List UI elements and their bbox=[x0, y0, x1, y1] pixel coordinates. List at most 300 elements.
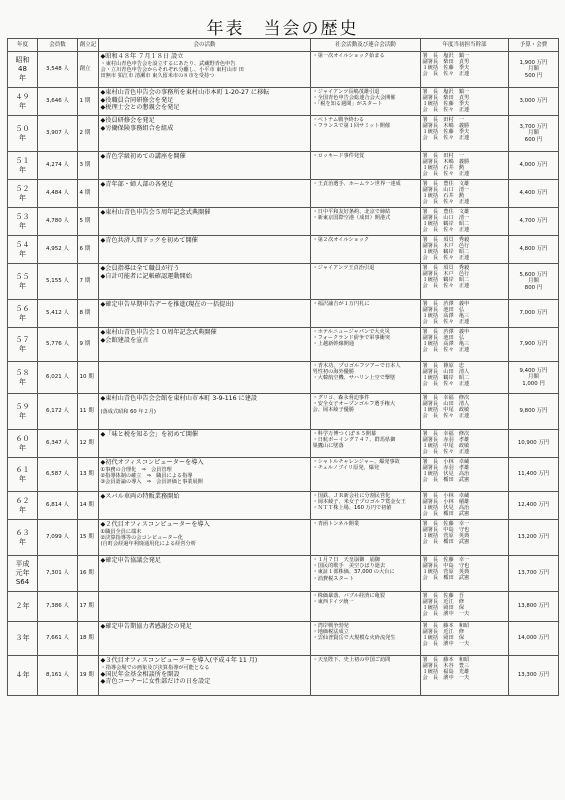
officer-line: 会 長 佐々 正連 bbox=[422, 199, 470, 206]
officer-line: １統括 佐藤 季夫 bbox=[422, 101, 470, 108]
officer-line: 会 長 楯田 武憲 bbox=[422, 575, 470, 582]
budget-line: 500 円 bbox=[524, 72, 543, 79]
social-cell bbox=[311, 362, 421, 394]
budget-line: 1,900 万円 bbox=[519, 59, 548, 66]
budget-line: 9,400 万円 bbox=[519, 367, 548, 374]
members-cell: 3,548 人 bbox=[38, 52, 78, 88]
officer-line: 副署長 池田 弘 bbox=[422, 335, 465, 342]
social-line: ・全国青色申告会総連合会大会開催 bbox=[312, 95, 396, 102]
budget-line: 5,600 万円 bbox=[519, 271, 548, 278]
officer-line: 副署長 近江 修 bbox=[422, 629, 465, 636]
budget-line: 月額 bbox=[528, 278, 539, 285]
year-cell: ２年 bbox=[8, 592, 38, 622]
activity-line: ◆東村山青色申告会１０周年記念式典開催 bbox=[100, 329, 217, 336]
officer-line: １統括 佐藤 季夫 bbox=[422, 65, 470, 72]
social-line: ・ロッキード事件発覚 bbox=[312, 153, 365, 159]
budget-cell bbox=[509, 458, 559, 492]
officer-line: １統括 高澤 亀三 bbox=[422, 341, 470, 348]
activities-cell bbox=[99, 236, 311, 264]
social-line: ・フォークランド紛争で軍事衝突 bbox=[312, 335, 391, 342]
session-cell: 9 期 bbox=[78, 328, 99, 362]
members-cell: 3,646 人 bbox=[38, 88, 78, 116]
officer-line: 副署長 柴田 貞男 bbox=[422, 59, 470, 66]
budget-line: 13,300 万円 bbox=[517, 672, 550, 679]
social-line: ・１月７日 天皇崩御 崩御 bbox=[312, 557, 380, 563]
social-line: ・日航ボーイング７４７、群馬県御 bbox=[312, 437, 396, 444]
activity-line: ・指導会場での画象及び決算指導が可能となる bbox=[100, 664, 210, 671]
officers-cell bbox=[421, 116, 509, 152]
activity-line: ・東村山青色申告会を設立するにあたり、武蔵野青色申告 bbox=[100, 60, 236, 67]
social-line: ・消費税スタート bbox=[312, 575, 355, 582]
activity-line: ◆スバル車両の特販業務開始 bbox=[100, 493, 180, 500]
budget-line: 10,900 万円 bbox=[517, 440, 550, 447]
budget-line: 4,000 万円 bbox=[519, 162, 548, 169]
officer-line: 会 長 佐々 正連 bbox=[422, 347, 470, 354]
table-row bbox=[8, 88, 559, 116]
social-line: ・ジャイアンツ王貞治引退 bbox=[312, 265, 375, 271]
budget-cell bbox=[509, 152, 559, 180]
year-cell: ５９ 年 bbox=[8, 394, 38, 430]
activity-line: ◆東村山青色申告会会館を東村山市本町 3-9-116 に建設 bbox=[100, 395, 258, 402]
social-line: ・安全女子オープンゴルフ選手権大 bbox=[312, 401, 396, 408]
social-line: ・東西ドイツ統一 bbox=[312, 599, 354, 606]
social-cell bbox=[311, 88, 421, 116]
officer-line: １統括 伏見 高治 bbox=[422, 505, 470, 512]
table-row bbox=[8, 492, 559, 520]
session-cell: 2 期 bbox=[78, 116, 99, 152]
officer-line: 会 長 佐々 正連 bbox=[422, 319, 470, 326]
year-cell: ５６ 年 bbox=[8, 300, 38, 328]
activities-cell bbox=[99, 622, 311, 656]
year-cell: 昭和 48 年 bbox=[8, 52, 38, 88]
officer-line: １統括 鶴岸 昭二 bbox=[422, 249, 470, 256]
officer-line: 会 長 佐々 正連 bbox=[422, 171, 470, 178]
year-cell: ６３ 年 bbox=[8, 520, 38, 556]
social-line: ・国鉄、ＪＲ新会社に分割民営化 bbox=[312, 493, 391, 499]
table-row bbox=[8, 592, 559, 622]
activity-line: ◆青色共済人間ドックを初めて開催 bbox=[100, 237, 198, 244]
members-cell: 4,780 人 bbox=[38, 208, 78, 236]
social-line: ・シャトルチャレンジャー、爆発事故 bbox=[312, 459, 400, 465]
session-cell: 19 期 bbox=[78, 656, 99, 696]
social-line: 巣鷹山に墜落 bbox=[312, 443, 344, 450]
members-cell: 6,172 人 bbox=[38, 394, 78, 430]
officer-line: 副署長 中島 守也 bbox=[422, 563, 470, 570]
social-line: ・新東京国際空港（成田）開港式 bbox=[312, 215, 391, 222]
social-line: 男性初の海外優勝 bbox=[312, 369, 355, 376]
session-cell: 11 期 bbox=[78, 394, 99, 430]
activity-line: (落成式昭和 60 年２月) bbox=[100, 408, 156, 415]
header-session: 創立記 bbox=[78, 39, 99, 52]
table-row bbox=[8, 394, 559, 430]
officer-line: 署 長 豊住 文雄 bbox=[422, 209, 470, 215]
social-cell bbox=[311, 264, 421, 300]
officers-cell bbox=[421, 458, 509, 492]
officer-line: １統括 石井 勲 bbox=[422, 165, 465, 172]
budget-line: 800 円 bbox=[524, 284, 543, 291]
officers-cell bbox=[421, 208, 509, 236]
session-cell: 12 期 bbox=[78, 430, 99, 458]
budget-line: 1,000 円 bbox=[522, 380, 545, 387]
social-line: ・東証１部株価、37,000 の大台に bbox=[312, 569, 395, 576]
officer-line: 副署長 木戸 邑行 bbox=[422, 243, 470, 250]
officer-line: １統括 中尾 政敏 bbox=[422, 407, 470, 414]
officer-line: 会 長 佐々 正連 bbox=[422, 71, 470, 78]
members-cell: 5,412 人 bbox=[38, 300, 78, 328]
officers-cell bbox=[421, 622, 509, 656]
social-cell bbox=[311, 208, 421, 236]
social-line: ・科学万博つくば'８５開幕 bbox=[312, 431, 377, 437]
members-cell: 7,099 人 bbox=[38, 520, 78, 556]
social-cell bbox=[311, 116, 421, 152]
members-cell: 4,274 人 bbox=[38, 152, 78, 180]
officer-line: １統括 中尾 政敏 bbox=[422, 443, 470, 450]
officers-cell bbox=[421, 520, 509, 556]
social-cell bbox=[311, 458, 421, 492]
social-line: ・ジャイアンツ長嶋茂雄引退 bbox=[312, 89, 380, 95]
members-cell: 5,776 人 bbox=[38, 328, 78, 362]
header-budget: 予算・会費 bbox=[509, 39, 559, 52]
session-cell: 5 期 bbox=[78, 208, 99, 236]
budget-line: 7,000 万円 bbox=[519, 310, 548, 317]
budget-cell bbox=[509, 88, 559, 116]
officer-line: 副署長 小林 稲雄 bbox=[422, 499, 470, 506]
activities-cell bbox=[99, 116, 311, 152]
budget-cell bbox=[509, 492, 559, 520]
officers-cell bbox=[421, 236, 509, 264]
members-cell: 6,587 人 bbox=[38, 458, 78, 492]
activity-line: ③会員語論の導入 ⇒ 会員評価と事業展開 bbox=[100, 478, 203, 485]
budget-line: 13,200 万円 bbox=[517, 534, 550, 541]
budget-line: 11,400 万円 bbox=[517, 471, 550, 478]
budget-line: 3,700 万円 bbox=[519, 123, 548, 130]
social-line: ・ホテルニュージャパンで大火災 bbox=[312, 329, 390, 335]
members-cell: 4,952 人 bbox=[38, 236, 78, 264]
officer-line: 副署長 木嶋 義勝 bbox=[422, 159, 470, 166]
activity-line: ①職員全員に端末 bbox=[100, 528, 142, 535]
social-line: ・第２次オイルショック bbox=[312, 237, 370, 243]
social-line: ・青木功、プロゴルフツアーで日本人 bbox=[312, 363, 401, 369]
year-cell: ４９ 年 bbox=[8, 88, 38, 116]
social-line: ・福沢諭吉が１万円札に bbox=[312, 301, 370, 307]
header-row bbox=[8, 39, 559, 52]
session-cell: 3 期 bbox=[78, 152, 99, 180]
year-cell: ５８ 年 bbox=[8, 362, 38, 394]
officer-line: １統括 岡田 保 bbox=[422, 605, 465, 612]
social-line: 会、岡本綾子優勝 bbox=[312, 407, 355, 414]
activity-line: ◆確定申告期協力者感謝会の発足 bbox=[100, 623, 192, 630]
session-cell: 8 期 bbox=[78, 300, 99, 328]
activities-cell bbox=[99, 180, 311, 208]
budget-line: 13,800 万円 bbox=[517, 603, 550, 610]
table-row bbox=[8, 264, 559, 300]
social-cell bbox=[311, 300, 421, 328]
budget-cell bbox=[509, 52, 559, 88]
officer-line: 会 長 佐々 正連 bbox=[422, 107, 470, 114]
officer-line: １統括 伏見 高治 bbox=[422, 471, 470, 478]
members-cell: 7,301 人 bbox=[38, 556, 78, 592]
members-cell: 6,814 人 bbox=[38, 492, 78, 520]
social-cell bbox=[311, 656, 421, 696]
activities-cell bbox=[99, 492, 311, 520]
budget-cell bbox=[509, 116, 559, 152]
header-social: 社会活動及び連合会活動 bbox=[311, 39, 421, 52]
officer-line: 署 長 須貝 秀毅 bbox=[422, 237, 470, 243]
officers-cell bbox=[421, 362, 509, 394]
officer-line: 会 長 濱中 一夫 bbox=[422, 675, 470, 682]
session-cell: 16 期 bbox=[78, 556, 99, 592]
officer-line: 署 長 篠原 忠 bbox=[422, 363, 465, 369]
officers-cell bbox=[421, 52, 509, 88]
table-row bbox=[8, 52, 559, 88]
table-row bbox=[8, 556, 559, 592]
officers-cell bbox=[421, 492, 509, 520]
budget-line: 600 円 bbox=[524, 136, 543, 143]
budget-cell bbox=[509, 264, 559, 300]
session-cell: 7 期 bbox=[78, 264, 99, 300]
session-cell: 14 期 bbox=[78, 492, 99, 520]
officer-line: 署 長 小林 卓蔵 bbox=[422, 459, 470, 465]
members-cell: 4,484 人 bbox=[38, 180, 78, 208]
officer-line: 副署長 柴田 貞男 bbox=[422, 95, 470, 102]
social-cell bbox=[311, 622, 421, 656]
officer-line: 副署長 山口 清一 bbox=[422, 187, 470, 194]
officer-line: 副署長 池田 弘 bbox=[422, 307, 465, 314]
officers-cell bbox=[421, 300, 509, 328]
year-cell: ５３ 年 bbox=[8, 208, 38, 236]
activity-line: ◆役員研修会を発足 bbox=[100, 117, 155, 124]
officers-cell bbox=[421, 180, 509, 208]
activities-cell bbox=[99, 264, 311, 300]
social-cell bbox=[311, 492, 421, 520]
year-cell: ６１ 年 bbox=[8, 458, 38, 492]
budget-line: 12,400 万円 bbox=[517, 502, 550, 509]
budget-line: 7,900 万円 bbox=[519, 341, 548, 348]
members-cell: 5,155 人 bbox=[38, 264, 78, 300]
members-cell: 6,347 人 bbox=[38, 430, 78, 458]
activities-cell bbox=[99, 152, 311, 180]
budget-line: 4,800 万円 bbox=[519, 246, 548, 253]
activities-cell bbox=[99, 430, 311, 458]
officer-line: 会 長 濱中 一夫 bbox=[422, 611, 470, 618]
activity-line: ◆税理士会との懇親会を発足 bbox=[100, 104, 180, 111]
officer-line: 会 長 佐々 正連 bbox=[422, 381, 470, 388]
social-cell bbox=[311, 520, 421, 556]
social-line: ・日中平和友好条約、北京で締結 bbox=[312, 209, 391, 215]
session-cell: 1 期 bbox=[78, 88, 99, 116]
session-cell: 4 期 bbox=[78, 180, 99, 208]
activity-line: ◆確定申告早期申告デーを推進(現在の一括提出) bbox=[100, 301, 234, 308]
officer-line: 会 長 楯田 武憲 bbox=[422, 477, 470, 484]
table-row bbox=[8, 656, 559, 696]
budget-line: 月額 bbox=[528, 374, 539, 381]
officer-line: １統括 佐藤 季夫 bbox=[422, 129, 470, 136]
year-cell: ６０ 年 bbox=[8, 430, 38, 458]
officer-line: 署 長 佐藤 幸一 bbox=[422, 557, 470, 563]
social-line: ・岡本綾子、米女子プロゴルフ賞金女王 bbox=[312, 499, 406, 506]
social-cell bbox=[311, 328, 421, 362]
officers-cell bbox=[421, 430, 509, 458]
table-row bbox=[8, 622, 559, 656]
social-line: ・雲仙普賢岳で大規模な火砕流発生 bbox=[312, 635, 396, 642]
history-table bbox=[7, 38, 559, 696]
officers-cell bbox=[421, 592, 509, 622]
members-cell: 7,386 人 bbox=[38, 592, 78, 622]
year-cell: ４年 bbox=[8, 656, 38, 696]
officer-line: 署 長 幸福 修次 bbox=[422, 431, 470, 437]
budget-cell bbox=[509, 622, 559, 656]
social-line: ・ベトナム戦争終わる bbox=[312, 117, 365, 123]
budget-cell bbox=[509, 328, 559, 362]
year-cell: ５７ 年 bbox=[8, 328, 38, 362]
social-line: ・第一次オイルショック始まる bbox=[312, 53, 385, 59]
officer-line: 副署長 山口 清一 bbox=[422, 215, 470, 222]
year-cell: ５４ 年 bbox=[8, 236, 38, 264]
officer-line: １統括 福島 光雄 bbox=[422, 669, 470, 676]
social-cell bbox=[311, 430, 421, 458]
officer-line: 副署長 近江 修 bbox=[422, 599, 465, 606]
officer-line: 署 長 須貝 秀毅 bbox=[422, 265, 470, 271]
social-line: ・株価暴落、バブル経済に亀裂 bbox=[312, 593, 385, 599]
social-line: ・フランスで第１回サミット開催 bbox=[312, 123, 391, 130]
budget-cell bbox=[509, 236, 559, 264]
social-line: ・「税を知る週間」がスタート bbox=[312, 101, 383, 108]
officer-line: １統括 鶴岸 昭二 bbox=[422, 221, 470, 228]
officer-line: １統括 岡田 保 bbox=[422, 635, 465, 642]
officers-cell bbox=[421, 88, 509, 116]
officer-line: 副署長 木戸 邑行 bbox=[422, 271, 470, 278]
header-officers: 年度当初担当幹部 bbox=[421, 39, 509, 52]
table-row bbox=[8, 328, 559, 362]
members-cell: 3,907 人 bbox=[38, 116, 78, 152]
activities-cell bbox=[99, 328, 311, 362]
session-cell: 15 期 bbox=[78, 520, 99, 556]
officers-cell bbox=[421, 152, 509, 180]
officer-line: １統括 石井 勲 bbox=[422, 193, 465, 200]
session-cell: 18 期 bbox=[78, 622, 99, 656]
activity-line: ②指導体制の確立 ⇒ 職員による指導 bbox=[100, 472, 193, 479]
officer-line: 署 長 田村 一 bbox=[422, 117, 465, 123]
officer-line: 副署長 中島 守也 bbox=[422, 527, 470, 534]
officers-cell bbox=[421, 264, 509, 300]
officer-line: 署 長 佐藤 吾 bbox=[422, 593, 465, 599]
officer-line: １統括 鶴岸 昭二 bbox=[422, 375, 470, 382]
officers-cell bbox=[421, 394, 509, 430]
officer-line: 会 長 佐々 正連 bbox=[422, 227, 470, 234]
officer-line: 署 長 塩沢 鎮一 bbox=[422, 53, 470, 59]
activity-line: ◆２代目オフィスコンピューターを導入 bbox=[100, 521, 210, 528]
session-cell: 6 期 bbox=[78, 236, 99, 264]
officer-line: 副署長 木嶋 義勝 bbox=[422, 123, 470, 130]
officer-line: 会 長 楯田 武憲 bbox=[422, 511, 470, 518]
table-row bbox=[8, 520, 559, 556]
social-line: ・チェルノブイリ原発、爆発 bbox=[312, 465, 380, 472]
activity-line: ◆確定申告協議会発足 bbox=[100, 557, 161, 564]
budget-cell bbox=[509, 656, 559, 696]
activity-line: ◆青色コーナーに女性部だけの日を設定 bbox=[100, 678, 211, 686]
year-cell: 平成 元年 S64 bbox=[8, 556, 38, 592]
year-cell: ５０ 年 bbox=[8, 116, 38, 152]
budget-line: 4,400 万円 bbox=[519, 190, 548, 197]
officer-line: 副署長 山田 清人 bbox=[422, 369, 470, 376]
budget-cell bbox=[509, 180, 559, 208]
session-cell: 10 期 bbox=[78, 362, 99, 394]
social-cell bbox=[311, 556, 421, 592]
session-cell: 17 期 bbox=[78, 592, 99, 622]
officer-line: 会 長 佐々 正連 bbox=[422, 413, 470, 420]
officer-line: 副署長 赤羽 孝雄 bbox=[422, 465, 470, 472]
activities-cell bbox=[99, 52, 311, 88]
officer-line: 署 長 藤本 和昭 bbox=[422, 657, 470, 663]
social-cell bbox=[311, 394, 421, 430]
social-cell bbox=[311, 592, 421, 622]
officer-line: 会 長 佐々 正連 bbox=[422, 283, 470, 290]
activity-line: ◆役職員合同研修会を発足 bbox=[100, 96, 174, 104]
activities-cell bbox=[99, 592, 311, 622]
activity-line: ◆青年部・婦人部の各発足 bbox=[100, 181, 174, 188]
officer-line: 署 長 塩沢 鎮一 bbox=[422, 89, 470, 95]
budget-cell bbox=[509, 556, 559, 592]
year-cell: ６２ 年 bbox=[8, 492, 38, 520]
officer-line: 会 長 楯田 武憲 bbox=[422, 539, 470, 546]
activities-cell bbox=[99, 656, 311, 696]
officer-line: 副署長 木谷 豊三 bbox=[422, 663, 470, 670]
table-row bbox=[8, 180, 559, 208]
table-row bbox=[8, 430, 559, 458]
officer-line: 署 長 渋澤 義申 bbox=[422, 329, 470, 335]
table-row bbox=[8, 152, 559, 180]
activity-line: ◆労働保険事務組合を組成 bbox=[100, 124, 174, 132]
activities-cell bbox=[99, 394, 311, 430]
social-line: ・地価税法成立 bbox=[312, 629, 349, 636]
table-row bbox=[8, 236, 559, 264]
budget-line: 14,000 万円 bbox=[517, 635, 550, 642]
budget-cell bbox=[509, 208, 559, 236]
officer-line: 副署長 山田 清人 bbox=[422, 401, 470, 408]
budget-cell bbox=[509, 592, 559, 622]
page-title: 年表 当会の歴史 bbox=[206, 19, 359, 39]
activity-line: ◆自計可能者に記帳確認運動開始 bbox=[100, 272, 192, 280]
budget-line: 13,700 万円 bbox=[517, 570, 550, 577]
budget-cell bbox=[509, 520, 559, 556]
social-line: ・国民的歌手 美空ひばり逝去 bbox=[312, 563, 386, 570]
officer-line: １統括 鶴岸 昭二 bbox=[422, 277, 470, 284]
social-cell bbox=[311, 52, 421, 88]
officers-cell bbox=[421, 556, 509, 592]
members-cell: 7,661 人 bbox=[38, 622, 78, 656]
budget-line: 9,800 万円 bbox=[519, 408, 548, 415]
budget-line: 月額 bbox=[528, 66, 539, 73]
officer-line: 会 長 佐々 正連 bbox=[422, 135, 470, 142]
header-year: 年度 bbox=[8, 39, 38, 52]
year-cell: ５１ 年 bbox=[8, 152, 38, 180]
table-row bbox=[8, 458, 559, 492]
table-row bbox=[8, 208, 559, 236]
budget-cell bbox=[509, 362, 559, 394]
officer-line: 会 長 佐々 正連 bbox=[422, 449, 470, 456]
budget-line: 3,000 万円 bbox=[519, 98, 548, 105]
officer-line: 署 長 佐藤 幸一 bbox=[422, 521, 470, 527]
activity-line: (自町会経過年利廃通用化による経営分析 bbox=[100, 540, 196, 547]
officer-line: 署 長 小林 卓蔵 bbox=[422, 493, 470, 499]
officer-line: 署 長 田村 一 bbox=[422, 153, 465, 159]
social-line: ・青函トンネル開業 bbox=[312, 521, 360, 527]
officer-line: 会 長 佐々 正連 bbox=[422, 255, 470, 262]
header-members: 会員数 bbox=[38, 39, 78, 52]
officer-line: 署 長 渋澤 義申 bbox=[422, 301, 470, 307]
budget-cell bbox=[509, 394, 559, 430]
activities-cell bbox=[99, 208, 311, 236]
